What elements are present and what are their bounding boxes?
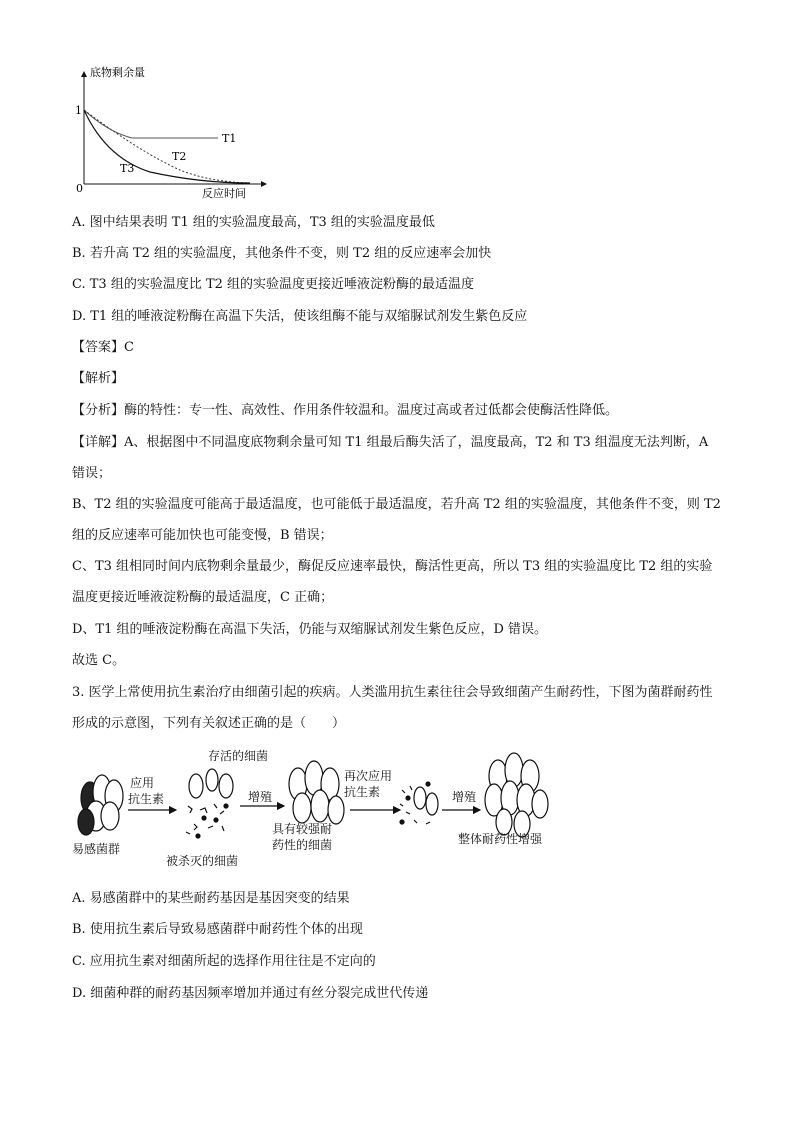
label-apply-1: 应用 [130,776,155,790]
q3-stem: 3. 医学上常使用抗生素治疗由细菌引起的疾病。人类滥用抗生素往往会导致细菌产生耐药性，下图为菌群耐药性形成的示意图，下列有关叙述正确的是（ ） [72,685,713,731]
curve-t3-label: T3 [120,162,135,175]
q2-detail-d: D、T1 组的唾液淀粉酶在高温下失活，仍能与双缩脲试剂发生紫色反应，D 错误。 [72,622,548,637]
label-killed: 被杀灭的细菌 [166,854,239,868]
q2-fenxi: 【分析】酶的特性：专一性、高效性、作用条件较温和。温度过高或者过低都会使酶活性降低。 [72,403,619,418]
label-apply-2: 抗生素 [128,792,165,806]
q2-detail-b: B、T2 组的实验温度可能高于最适温度，也可能低于最适温度，若升高 T2 组的实验温度，其他条件不变，则 T2 组的反应速率可能加快也可能变慢，B 错误； [72,497,721,543]
resistant-bacteria-group [289,761,344,824]
q3-option-a: A. 易感菌群中的某些耐药基因是基因突变的结果 [72,891,350,906]
q2-detail-a: 【详解】A、根据图中不同温度底物剩余量可知 T1 组最后酶失活了，温度最高，T2 和 T3 组温度无法判断，A 错误； [72,435,709,481]
q2-answer: 【答案】C [72,340,134,355]
curve-t3 [84,110,250,183]
label-resistant-1: 具有较强耐 [272,822,333,836]
q3-option-d: D. 细菌种群的耐药基因频率增加并通过有丝分裂完成世代传递 [72,986,429,1001]
second-survivor-group [400,782,438,824]
curve-t2-label: T2 [172,150,187,163]
q3-option-b: B. 使用抗生素后导致易感菌群中耐药性个体的出现 [72,922,363,937]
origin-label: 0 [76,182,83,195]
label-reapply-1: 再次应用 [344,769,393,783]
label-stronger: 整体耐药性增强 [458,832,543,846]
label-survivors: 存活的细菌 [208,749,269,763]
q2-analysis-heading: 【解析】 [72,371,125,386]
x-axis-label: 反应时间 [202,187,246,200]
label-susceptible: 易感菌群 [72,842,121,856]
q2-option-a: A. 图中结果表明 T1 组的实验温度最高，T3 组的实验温度最低 [72,215,435,230]
strong-resistant-group [485,753,548,837]
q2-option-b: B. 若升高 T2 组的实验温度，其他条件不变，则 T2 组的反应速率会加快 [72,246,492,261]
label-proliferate-2: 增殖 [452,790,477,804]
q2-option-c: C. T3 组的实验温度比 T2 组的实验温度更接近唾液淀粉酶的最适温度 [72,277,475,292]
y-axis-label: 底物剩余量 [90,66,145,79]
y-tick-1: 1 [75,104,82,117]
susceptible-bacteria-group [78,775,123,835]
curve-t1-label: T1 [222,132,237,145]
label-proliferate-1: 增殖 [248,790,273,804]
survivor-bacteria-group [186,769,233,838]
q2-detail-c: C、T3 组相同时间内底物剩余量最少，酶促反应速率最快，酶活性更高，所以 T3 组的实验温度比 T2 组的实验温度更接近唾液淀粉酶的最适温度，C 正确； [72,559,713,605]
substrate-graph [70,62,270,202]
q3-option-c: C. 应用抗生素对细菌所起的选择作用往往是不定向的 [72,954,376,969]
label-resistant-2: 药性的细菌 [272,838,333,852]
label-reapply-2: 抗生素 [344,785,381,799]
curve-t1 [84,110,218,138]
q2-conclusion: 故选 C。 [72,653,126,668]
q2-option-d: D. T1 组的唾液淀粉酶在高温下失活，使该组酶不能与双缩脲试剂发生紫色反应 [72,309,528,324]
